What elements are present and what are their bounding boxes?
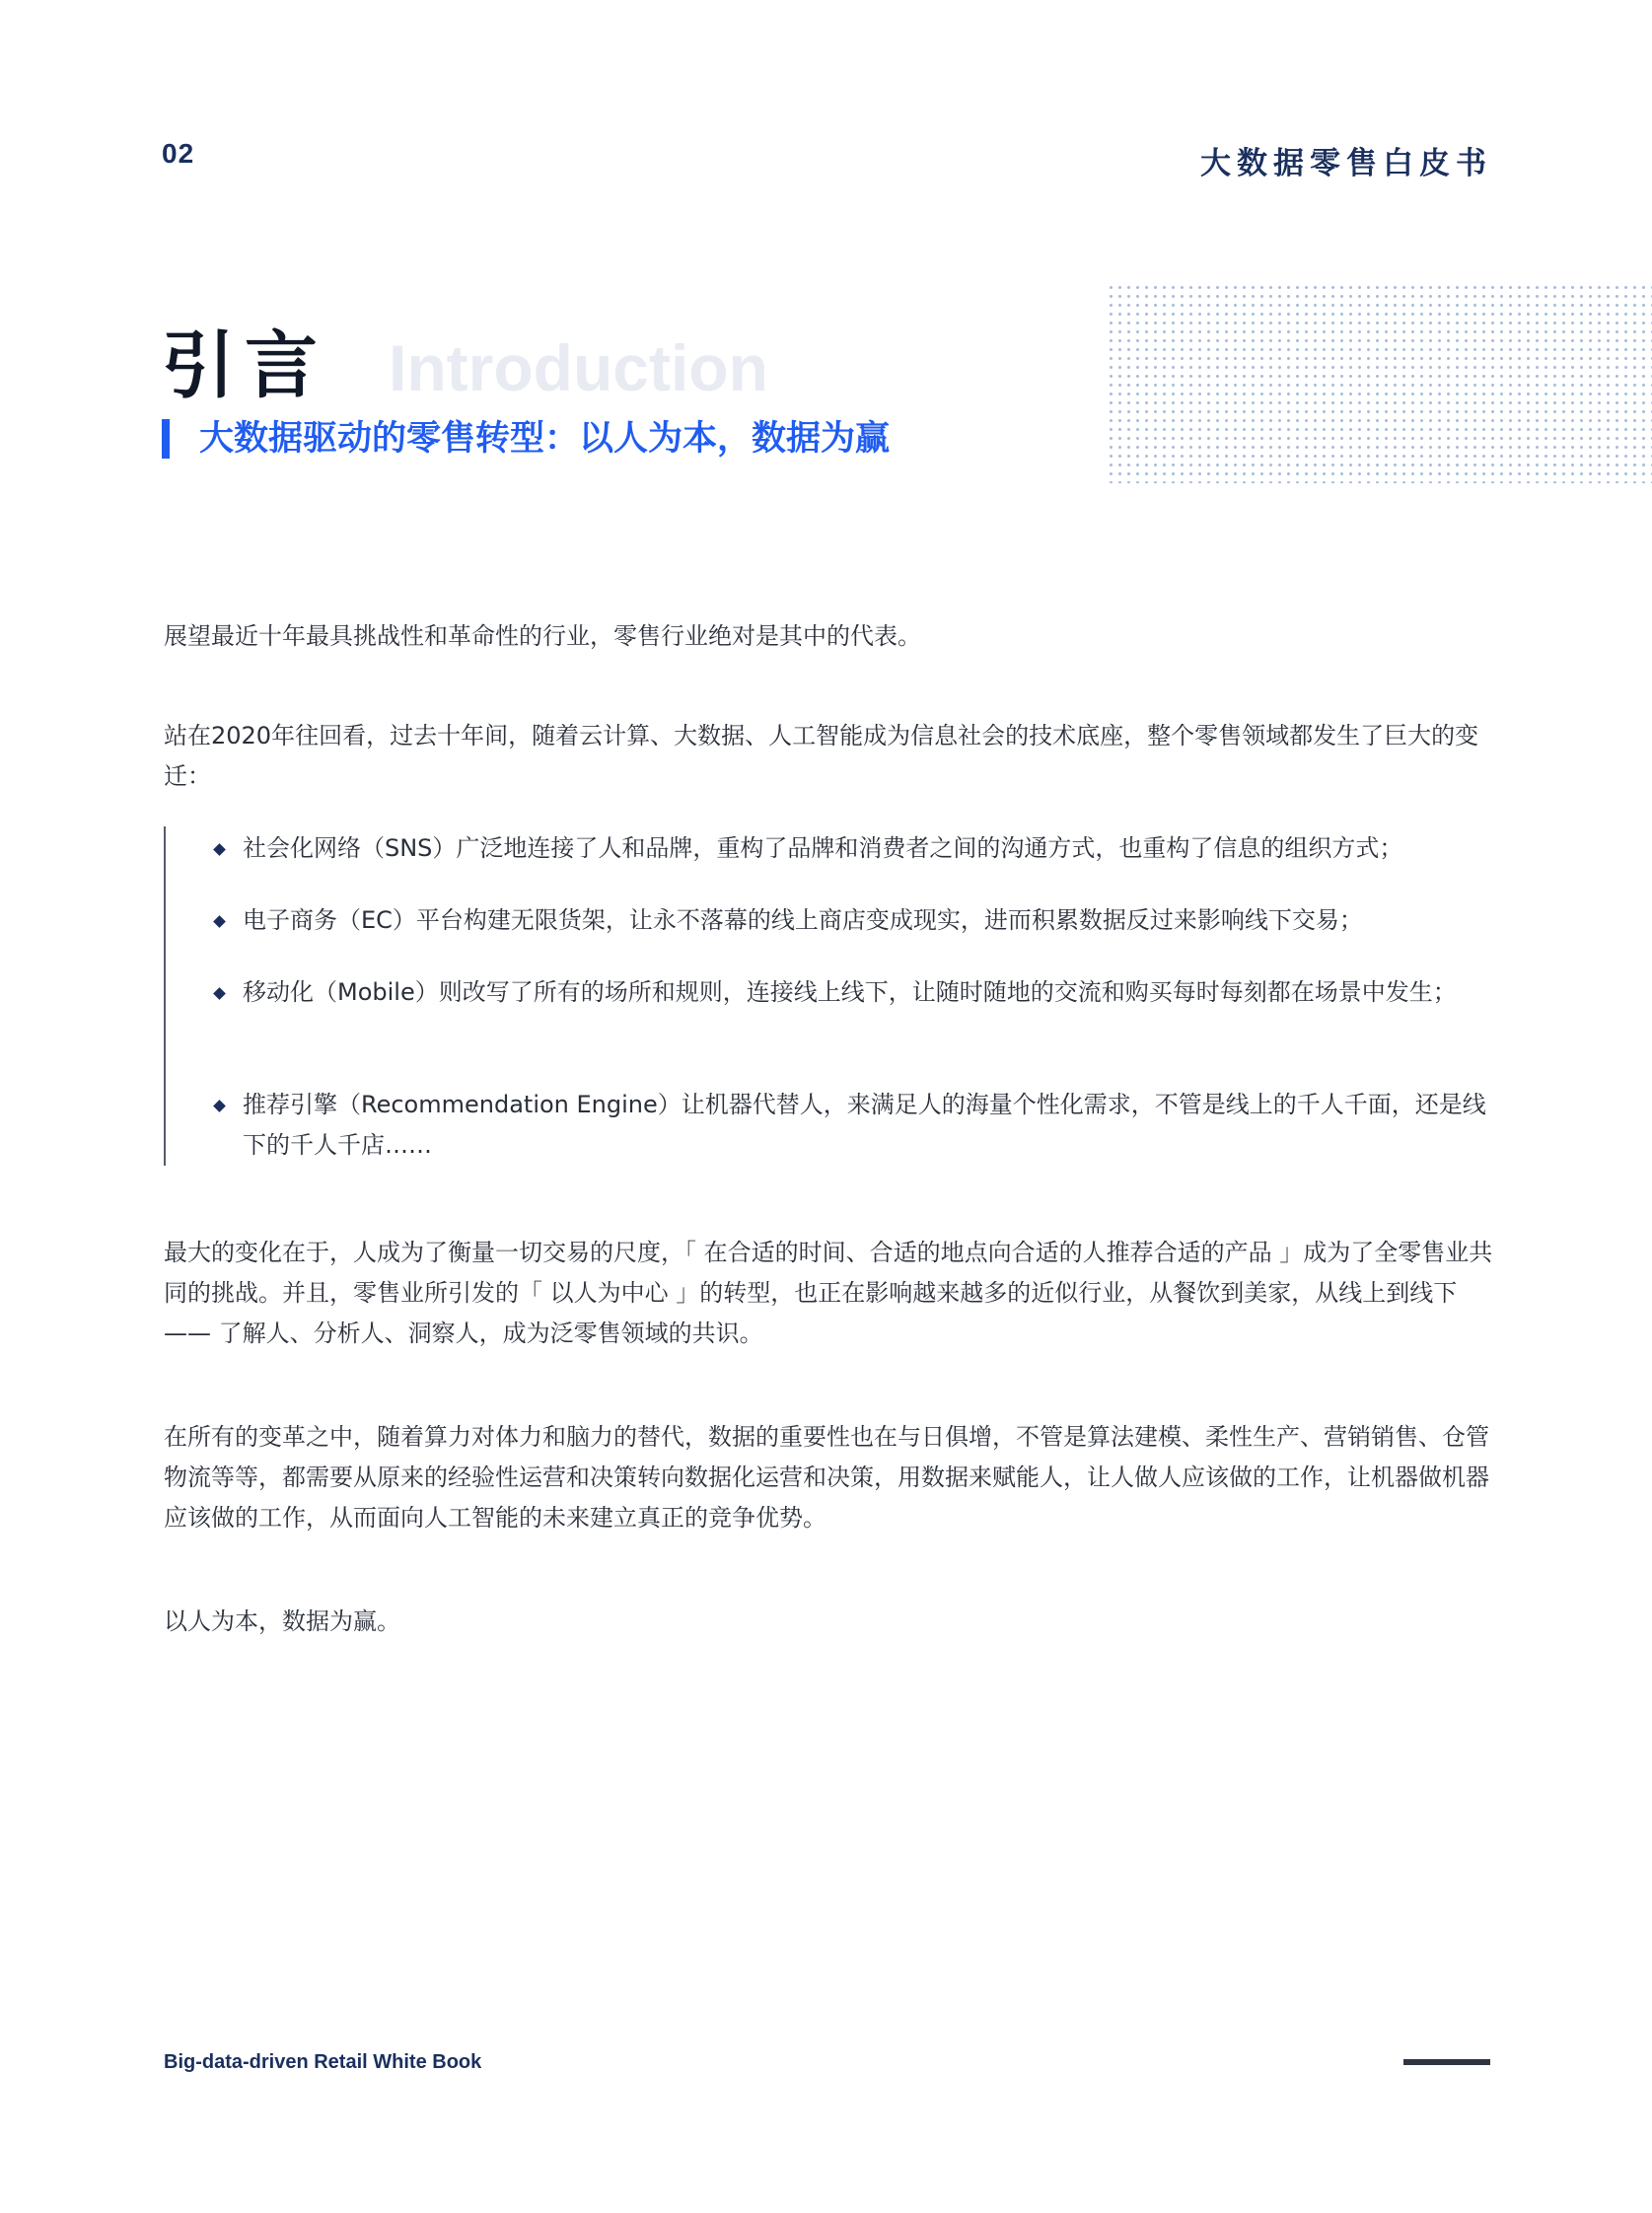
paragraph-5: 以人为本，数据为赢。 — [164, 1607, 400, 1635]
heading-chinese: 引言 — [162, 323, 327, 408]
list-item-text: 移动化（Mobile）则改写了所有的场所和规则，连接线上线下，让随时随地的交流和购买每时每刻都在场景中发生； — [243, 978, 1457, 1006]
paragraph-1: 展望最近十年最具挑战性和革命性的行业，零售行业绝对是其中的代表。 — [164, 622, 921, 650]
list-item-text: 社会化网络（SNS）广泛地连接了人和品牌，重构了品牌和消费者之间的沟通方式，也重构了信息的组织方式； — [243, 834, 1403, 862]
diamond-bullet-icon — [213, 843, 226, 856]
document-title: 大数据零售白皮书 — [1200, 146, 1492, 181]
decorative-dot-pattern — [1107, 283, 1652, 483]
diamond-bullet-icon — [213, 1100, 226, 1112]
paragraph-3: 最大的变化在于，人成为了衡量一切交易的尺度，「 在合适的时间、合适的地点向合适的人推荐合适的产品 」成为了全零售业共同的挑战。并且，零售业所引发的「 以人为中心 」的转型，也正在影响越来越多的近似行业，从餐饮到美家，从线上到线下 —— 了解人、分析人、洞察人，成为泛零售领域的共识。 — [164, 1239, 1493, 1347]
list-item-text: 推荐引擎（Recommendation Engine）让机器代替人，来满足人的海量个性化需求，不管是线上的千人千面，还是线下的千人千店…… — [243, 1091, 1486, 1159]
list-item — [215, 1085, 1505, 1166]
list-item-text: 电子商务（EC）平台构建无限货架，让永不落幕的线上商店变成现实，进而积累数据反过来影响线下交易； — [243, 906, 1363, 934]
heading-english-watermark: Introduction — [389, 331, 768, 404]
footer-title: Big-data-driven Retail White Book — [164, 2051, 482, 2073]
paragraph-4: 在所有的变革之中，随着算力对体力和脑力的替代，数据的重要性也在与日俱增，不管是算法建模、柔性生产、营销销售、仓管物流等等，都需要从原来的经验性运营和决策转向数据化运营和决策，用数据来赋能人，让人做人应该做的工作，让机器做机器应该做的工作，从而面向人工智能的未来建立真正的竞争优势。 — [164, 1423, 1489, 1532]
list-item — [215, 972, 1505, 1013]
diamond-bullet-icon — [213, 987, 226, 1000]
footer-rule — [1403, 2059, 1490, 2065]
paragraph-2: 站在2020年往回看，过去十年间，随着云计算、大数据、人工智能成为信息社会的技术底座，整个零售领域都发生了巨大的变迁： — [164, 722, 1479, 790]
section-subtitle: 大数据驱动的零售转型：以人为本，数据为赢 — [162, 419, 890, 459]
section-heading — [162, 308, 768, 412]
diamond-bullet-icon — [213, 915, 226, 928]
bullet-list — [164, 826, 1497, 1166]
list-item — [215, 900, 1505, 941]
list-item — [215, 828, 1505, 869]
page-number: 02 — [162, 138, 195, 169]
